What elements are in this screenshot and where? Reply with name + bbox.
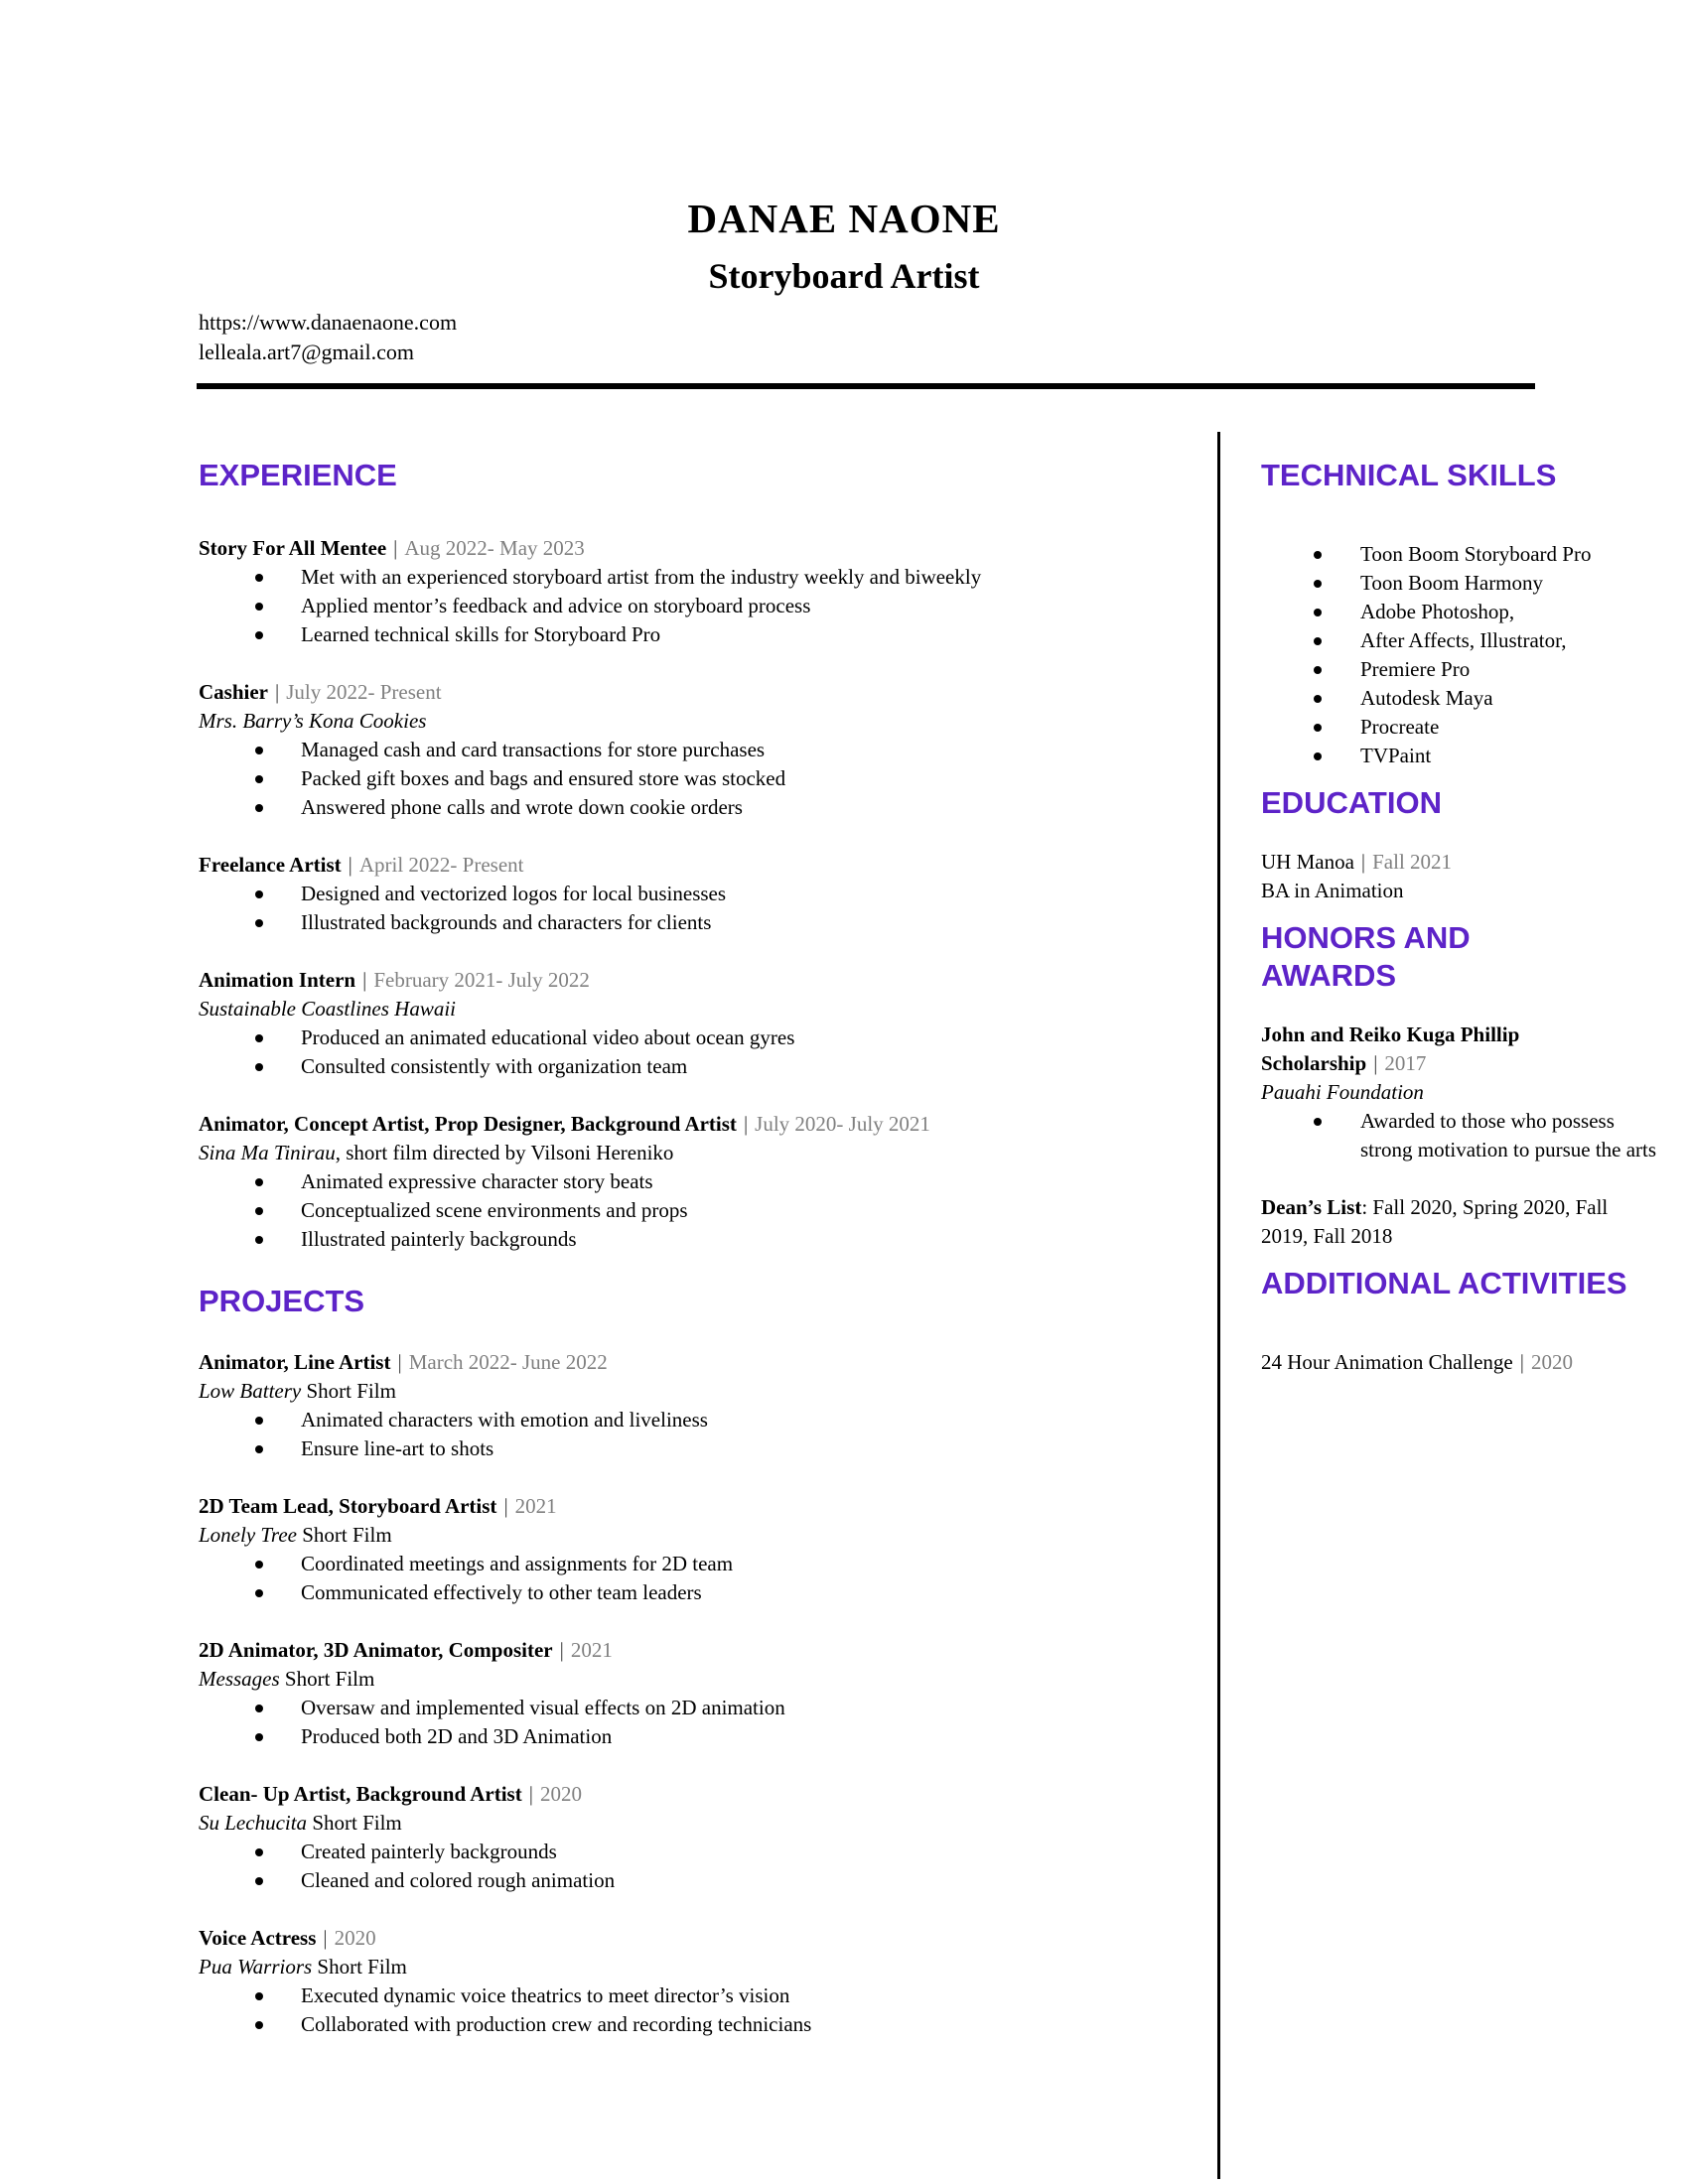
pipe-separator: | — [1360, 850, 1366, 874]
venue-name: Low Battery — [199, 1379, 302, 1403]
pipe-separator: | — [393, 536, 398, 560]
entry-date: 2020 — [539, 1782, 582, 1806]
entry-date: 2021 — [570, 1638, 613, 1662]
entry-title-line — [199, 851, 1152, 880]
entry-date: July 2020- July 2021 — [755, 1112, 930, 1136]
entry-title-line — [199, 1636, 1152, 1665]
bullet-list — [199, 1406, 1152, 1463]
entry-title: Clean- Up Artist, Background Artist — [199, 1782, 522, 1806]
venue-rest: Short Film — [301, 1379, 396, 1403]
pipe-separator: | — [503, 1494, 508, 1518]
pipe-separator: | — [528, 1782, 533, 1806]
entry-venue — [199, 1521, 1152, 1550]
education-degree: BA in Animation — [1261, 879, 1404, 902]
section-heading-experience: EXPERIENCE — [199, 458, 397, 492]
pipe-separator: | — [275, 680, 280, 704]
entry-venue — [199, 1377, 1152, 1406]
pipe-separator: | — [397, 1350, 402, 1374]
bullet-item: Collaborated with production crew and recording technicians — [199, 2010, 1152, 2039]
entry-date: 2020 — [334, 1926, 376, 1950]
job-entry — [199, 678, 1152, 822]
job-entry — [199, 966, 1152, 1081]
entry-title-line — [199, 1924, 1152, 1953]
entry-title-line — [199, 1780, 1152, 1809]
experience-section — [199, 457, 1152, 1254]
pipe-separator: | — [323, 1926, 328, 1950]
deans-list-label: Dean’s List — [1261, 1195, 1362, 1219]
skills-list — [1261, 540, 1670, 770]
pipe-separator: | — [362, 968, 367, 992]
award-title-line — [1261, 1021, 1599, 1078]
pipe-separator: | — [1373, 1051, 1378, 1075]
bullet-item: Coordinated meetings and assignments for 2D team — [199, 1550, 1152, 1578]
entry-title: Story For All Mentee — [199, 536, 387, 560]
entry-title: Freelance Artist — [199, 853, 342, 877]
project-entry — [199, 1492, 1152, 1607]
entry-date: July 2022- Present — [286, 680, 442, 704]
email-text: lelleala.art7@gmail.com — [199, 340, 414, 364]
project-entry — [199, 1780, 1152, 1895]
bullet-list — [199, 1550, 1152, 1607]
education-school-line — [1261, 848, 1670, 877]
bullet-item: Managed cash and card transactions for store purchases — [199, 736, 1152, 764]
pipe-separator: | — [743, 1112, 749, 1136]
entry-title-line — [199, 1110, 1152, 1139]
bullet-item: Answered phone calls and wrote down cookie orders — [199, 793, 1152, 822]
award-organization: Pauahi Foundation — [1261, 1080, 1424, 1104]
project-entry — [199, 1924, 1152, 2039]
bullet-item: Met with an experienced storyboard artist from the industry weekly and biweekly — [199, 563, 1152, 592]
section-heading-honors-awards: HONORS AND AWARDS — [1261, 920, 1471, 993]
section-heading-additional-activities: ADDITIONAL ACTIVITIES — [1261, 1266, 1627, 1300]
bullet-list — [199, 563, 1152, 649]
entry-title-line — [199, 966, 1152, 995]
deans-list-terms: : Fall 2020, Spring 2020, Fall 2019, Fall 2018 — [1261, 1195, 1609, 1248]
bullet-list — [199, 1167, 1152, 1254]
person-role: Storyboard Artist — [708, 256, 980, 296]
entry-title: Voice Actress — [199, 1926, 317, 1950]
award-title: John and Reiko Kuga Phillip Scholarship — [1261, 1023, 1520, 1075]
bullet-item: Created painterly backgrounds — [199, 1838, 1152, 1866]
bullet-item: Applied mentor’s feedback and advice on storyboard process — [199, 592, 1152, 620]
bullet-list — [199, 736, 1152, 822]
bullet-item: Awarded to those who possess strong motivation to pursue the arts — [1261, 1107, 1670, 1164]
bullet-item: Produced an animated educational video about ocean gyres — [199, 1024, 1152, 1052]
entry-title-line — [199, 678, 1152, 707]
bullet-item: Packed gift boxes and bags and ensured store was stocked — [199, 764, 1152, 793]
entry-date: April 2022- Present — [358, 853, 524, 877]
project-entry — [199, 1636, 1152, 1751]
pipe-separator: | — [559, 1638, 564, 1662]
bullet-item: Produced both 2D and 3D Animation — [199, 1722, 1152, 1751]
venue-rest: Short Film — [312, 1955, 407, 1979]
bullet-item: Communicated effectively to other team leaders — [199, 1578, 1152, 1607]
entry-title: 2D Team Lead, Storyboard Artist — [199, 1494, 497, 1518]
skill-item: Toon Boom Storyboard Pro — [1261, 540, 1670, 569]
entry-title: Animation Intern — [199, 968, 356, 992]
bullet-list — [199, 1838, 1152, 1895]
job-entry — [199, 1110, 1152, 1254]
venue-rest: Short Film — [279, 1667, 375, 1691]
entry-venue — [199, 1809, 1152, 1838]
skill-item: Autodesk Maya — [1261, 684, 1670, 713]
bullet-item: Designed and vectorized logos for local businesses — [199, 880, 1152, 908]
venue-name: Sina Ma Tinirau — [199, 1141, 336, 1164]
bullet-item: Ensure line-art to shots — [199, 1434, 1152, 1463]
side-column — [1261, 457, 1670, 1377]
skill-item: After Affects, Illustrator, — [1261, 626, 1670, 655]
venue-rest: Short Film — [296, 1523, 392, 1547]
entry-title: 2D Animator, 3D Animator, Compositer — [199, 1638, 553, 1662]
activity-line — [1261, 1348, 1670, 1377]
technical-skills-section — [1261, 457, 1670, 770]
skill-item: Premiere Pro — [1261, 655, 1670, 684]
bullet-item: Oversaw and implemented visual effects on 2D animation — [199, 1694, 1152, 1722]
bullet-list — [199, 880, 1152, 937]
education-section — [1261, 784, 1670, 905]
skill-item: TVPaint — [1261, 742, 1670, 770]
entry-venue — [199, 1665, 1152, 1694]
entry-date: Aug 2022- May 2023 — [404, 536, 585, 560]
venue-name: Messages — [199, 1667, 280, 1691]
venue-rest: , short film directed by Vilsoni Hereniko — [335, 1141, 674, 1164]
venue-name: Mrs. Barry’s Kona Cookies — [199, 709, 427, 733]
school-name: UH Manoa — [1261, 850, 1354, 874]
bullet-list — [199, 1694, 1152, 1751]
bullet-item: Executed dynamic voice theatrics to meet director’s vision — [199, 1981, 1152, 2010]
job-entry — [199, 851, 1152, 937]
additional-activities-section — [1261, 1265, 1670, 1377]
section-heading-technical-skills: TECHNICAL SKILLS — [1261, 458, 1557, 492]
column-divider — [1217, 432, 1220, 2179]
skill-item: Procreate — [1261, 713, 1670, 742]
entry-title: Animator, Concept Artist, Prop Designer, Background Artist — [199, 1112, 737, 1136]
person-name: DANAE NAONE — [687, 196, 1001, 241]
entry-venue — [199, 1139, 1152, 1167]
bullet-item: Illustrated backgrounds and characters for clients — [199, 908, 1152, 937]
bullet-item: Cleaned and colored rough animation — [199, 1866, 1152, 1895]
bullet-list — [199, 1024, 1152, 1081]
venue-name: Lonely Tree — [199, 1523, 297, 1547]
bullet-item: Animated characters with emotion and liveliness — [199, 1406, 1152, 1434]
entry-venue — [199, 707, 1152, 736]
projects-section — [199, 1283, 1152, 2039]
bullet-item: Learned technical skills for Storyboard Pro — [199, 620, 1152, 649]
venue-name: Pua Warriors — [199, 1955, 313, 1979]
website-text: https://www.danaenaone.com — [199, 310, 458, 335]
entry-date: February 2021- July 2022 — [373, 968, 590, 992]
venue-name: Su Lechucita — [199, 1811, 308, 1835]
pipe-separator: | — [348, 853, 352, 877]
entry-title-line — [199, 534, 1152, 563]
bullet-item: Conceptualized scene environments and props — [199, 1196, 1152, 1225]
header-rule — [197, 383, 1535, 389]
bullet-list — [199, 1981, 1152, 2039]
venue-name: Sustainable Coastlines Hawaii — [199, 997, 457, 1021]
job-entry — [199, 534, 1152, 649]
honors-awards-section — [1261, 919, 1670, 1251]
entry-date: 2021 — [514, 1494, 557, 1518]
education-date: Fall 2021 — [1372, 850, 1453, 874]
section-heading-projects: PROJECTS — [199, 1284, 365, 1318]
entry-title-line — [199, 1492, 1152, 1521]
activity-name: 24 Hour Animation Challenge — [1261, 1350, 1513, 1374]
entry-venue — [199, 995, 1152, 1024]
bullet-item: Animated expressive character story beats — [199, 1167, 1152, 1196]
project-entry — [199, 1348, 1152, 1463]
activity-date: 2020 — [1530, 1350, 1573, 1374]
contact-block — [199, 308, 457, 367]
entry-title: Animator, Line Artist — [199, 1350, 391, 1374]
deans-list-line — [1261, 1193, 1630, 1251]
entry-title: Cashier — [199, 680, 268, 704]
main-column — [199, 457, 1152, 2068]
entry-date: March 2022- June 2022 — [408, 1350, 608, 1374]
skill-item: Toon Boom Harmony — [1261, 569, 1670, 598]
pipe-separator: | — [1519, 1350, 1524, 1374]
bullet-item: Consulted consistently with organization team — [199, 1052, 1152, 1081]
skill-item: Adobe Photoshop, — [1261, 598, 1670, 626]
venue-rest: Short Film — [307, 1811, 402, 1835]
award-bullet-list — [1261, 1107, 1670, 1164]
entry-title-line — [199, 1348, 1152, 1377]
bullet-item: Illustrated painterly backgrounds — [199, 1225, 1152, 1254]
award-date: 2017 — [1384, 1051, 1427, 1075]
entry-venue — [199, 1953, 1152, 1981]
section-heading-education: EDUCATION — [1261, 785, 1442, 820]
